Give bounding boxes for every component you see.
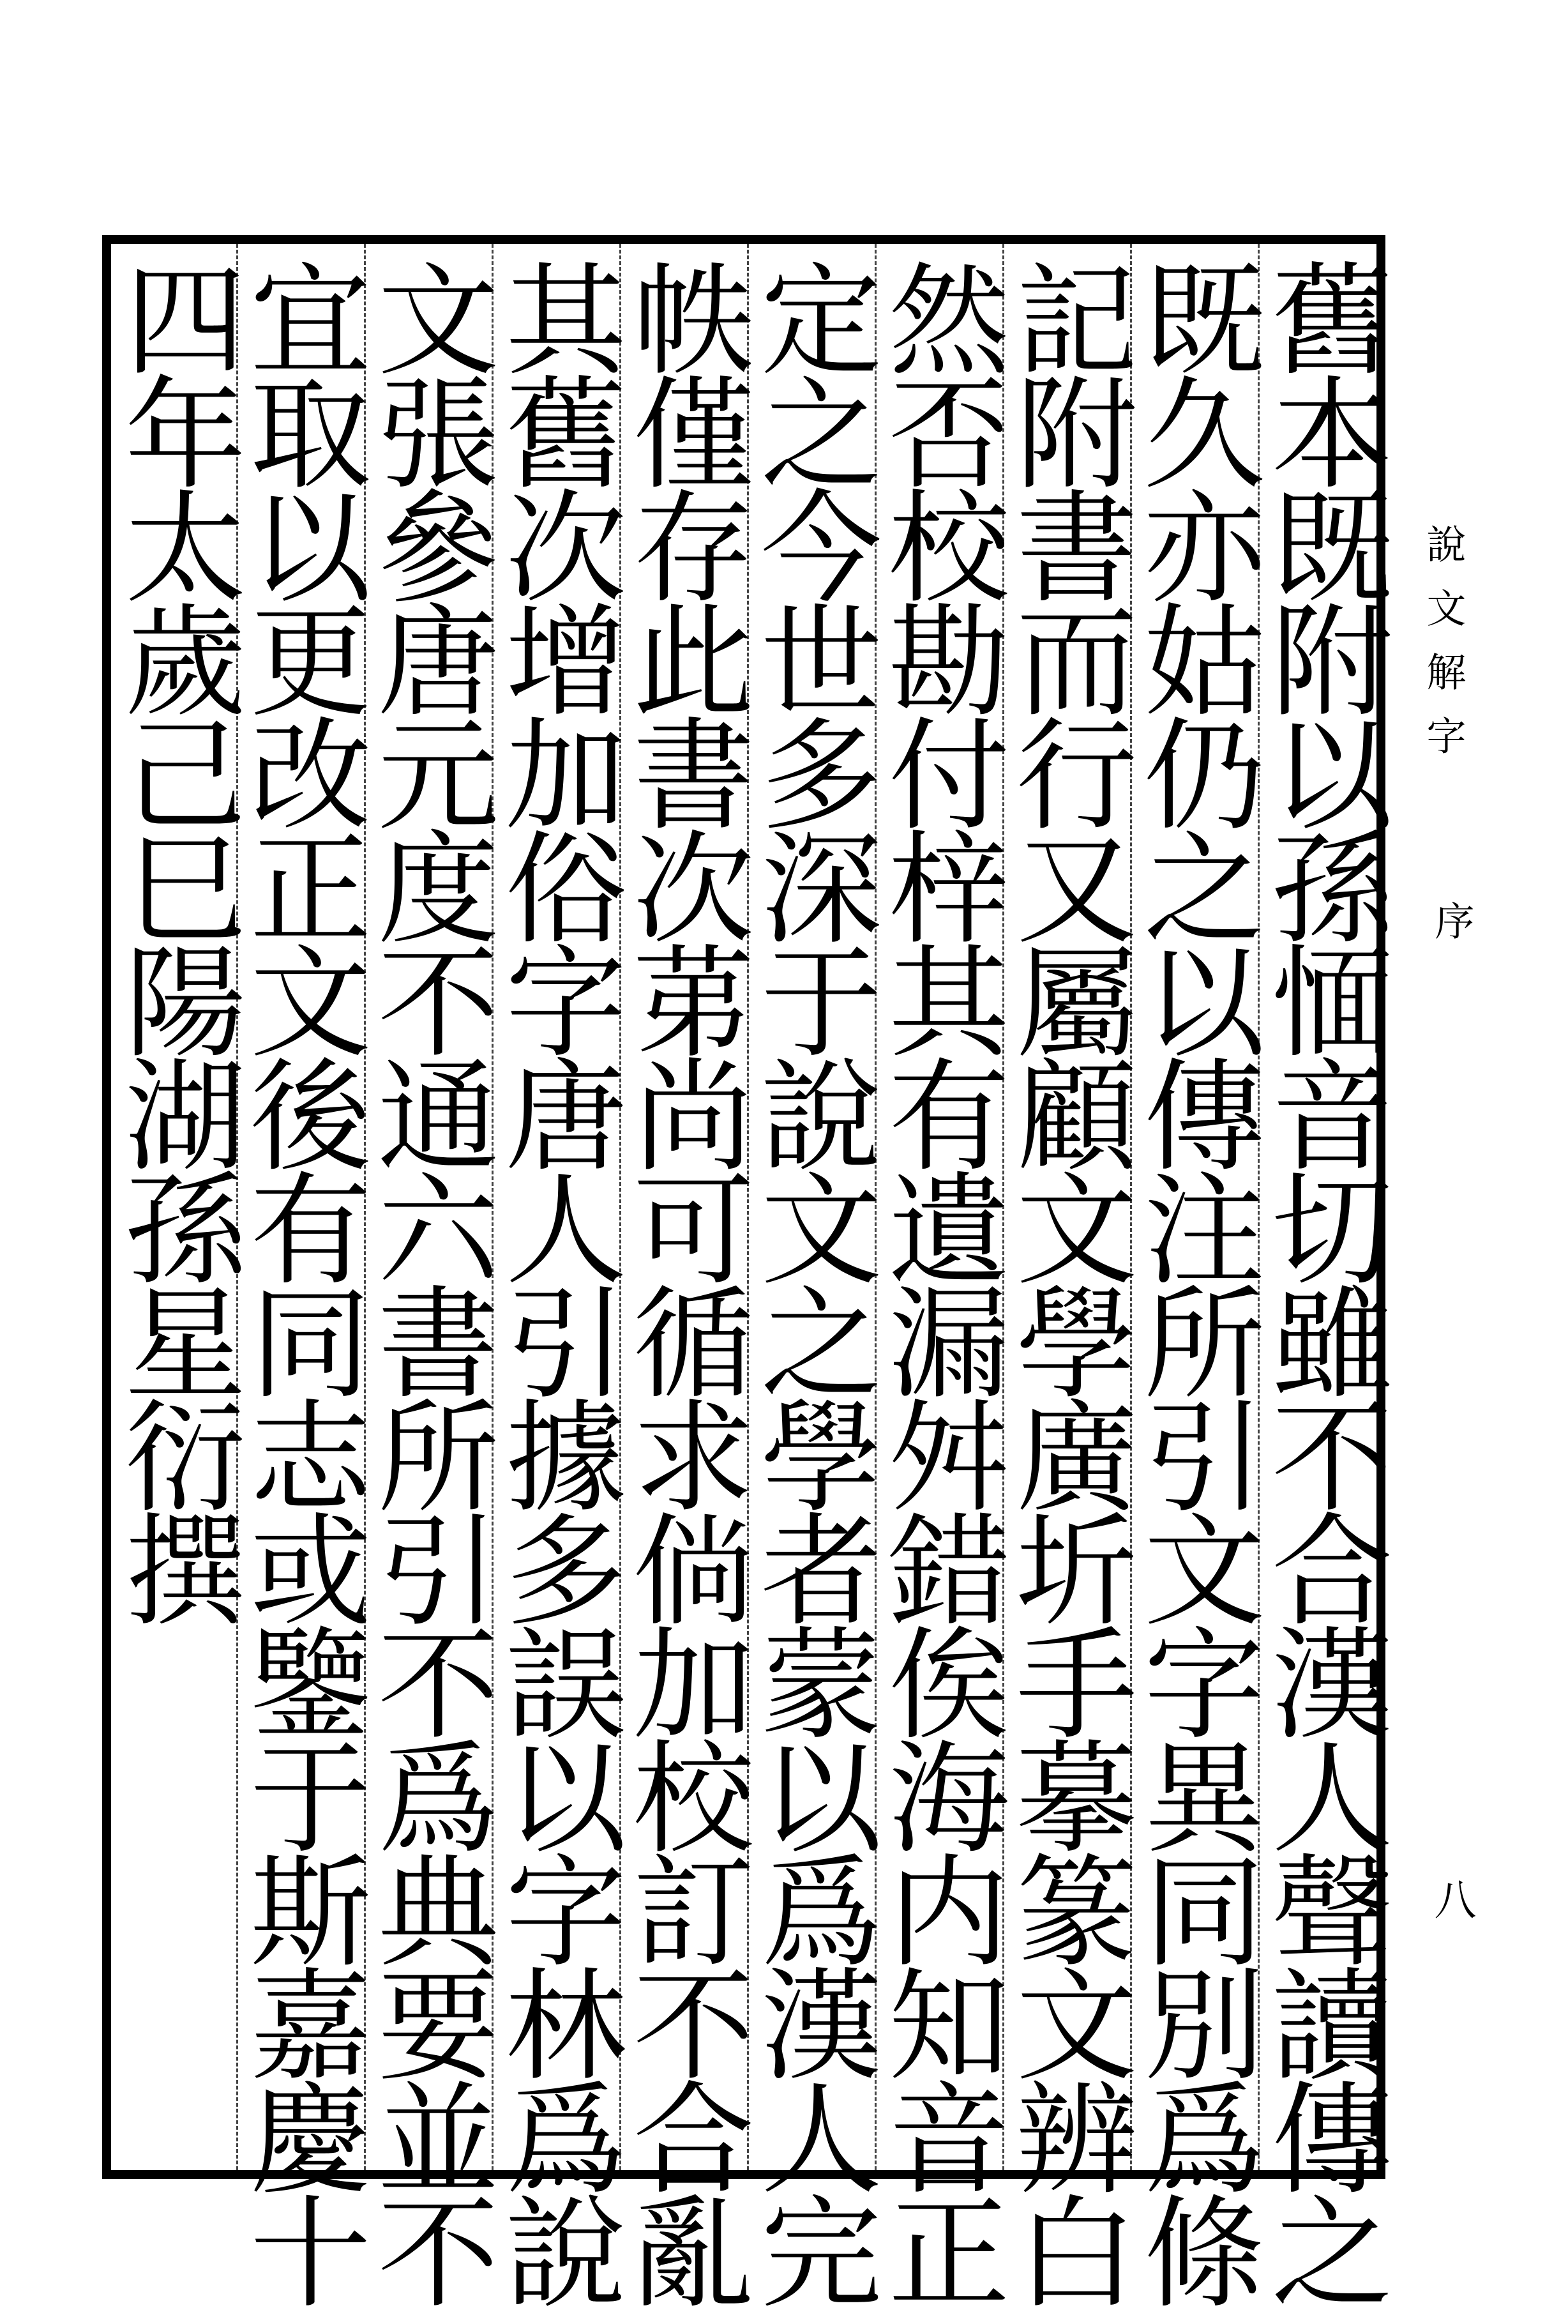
page-number: 八: [1427, 1878, 1476, 1920]
text-column-8: 文張參唐元度不通六書所引不爲典要並不: [358, 257, 499, 2303]
text-column-4: 然否校勘付梓其有遺漏舛錯俟海内知音正: [868, 257, 1009, 2303]
text-frame: [102, 235, 1392, 2303]
text-column-7: 其舊次增加俗字唐人引據多誤以字林爲說: [485, 257, 626, 2303]
text-column-10: 四年太歲己巳陽湖孫星衍撰: [105, 257, 246, 1621]
text-column-2: 既久亦姑仍之以傳注所引文字異同別爲條: [1124, 257, 1265, 2303]
text-column-9: 宜取以更改正文後有同志或鑒于斯嘉慶十: [230, 257, 371, 2303]
margin-section-label: 序: [1428, 900, 1475, 940]
text-column-3: 記附書而行又屬顧文學廣圻手摹篆文辨白: [996, 257, 1137, 2303]
margin-book-title: 說文解字: [1420, 524, 1466, 779]
text-column-1: 舊本既附以孫愐音切雖不合漢人聲讀傳之: [1251, 257, 1392, 2303]
text-column-5: 定之今世多深于說文之學者蒙以爲漢人完: [741, 257, 882, 2303]
text-column-6: 帙僅存此書次苐尚可循求倘加校訂不合亂: [613, 257, 754, 2303]
